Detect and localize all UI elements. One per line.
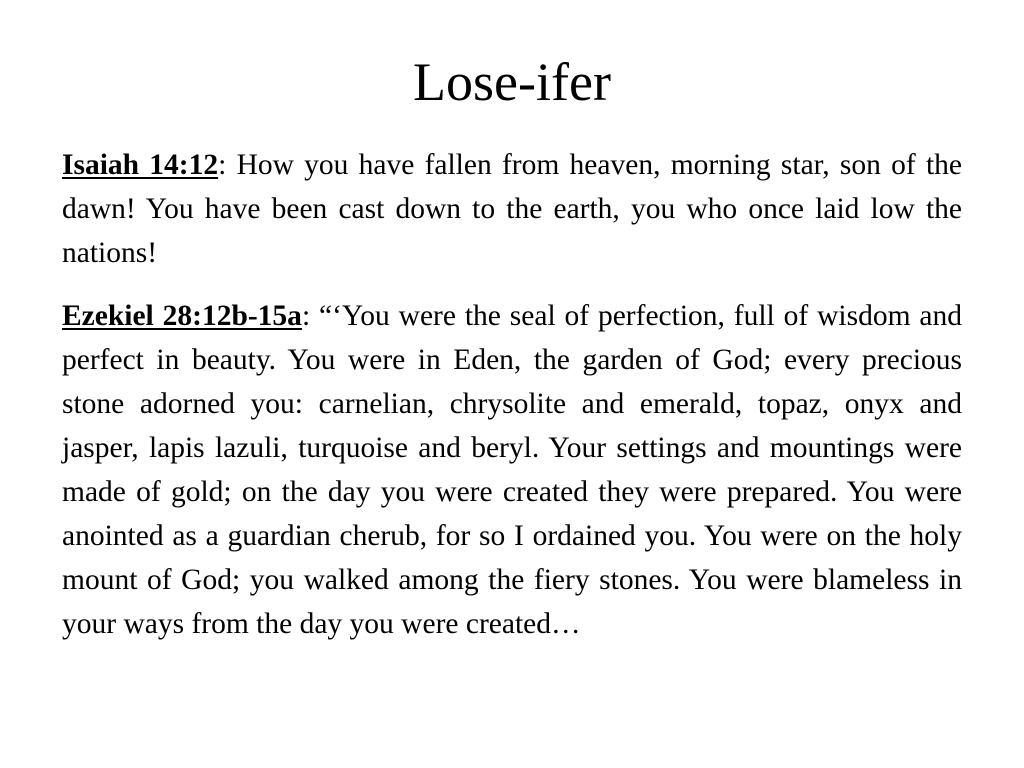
verse-isaiah	[62, 143, 962, 275]
verse-reference: Ezekiel 28:12b-15a	[62, 300, 302, 332]
verse-reference: Isaiah 14:12	[62, 149, 219, 181]
verse-ezekiel	[62, 294, 962, 646]
verse-text: “‘You were the seal of perfection, full of wisdom and perfect in beauty. You were in Eden, the garden of God; every precious stone adorned you: carnelian, chrysolite and emerald, topaz, onyx and jasper, lapis lazuli, turquoise and beryl. Your settings and mountings were made of gold; on the day you were created they were prepared. You were anointed as a guardian cherub, for so I ordained you. You were on the holy mount of God; you walked among the fiery stones. You were blameless in your ways from the day you were created…	[62, 300, 962, 640]
verse-separator: :	[218, 149, 237, 181]
verse-separator: :	[301, 300, 320, 332]
slide-body	[62, 143, 962, 665]
slide-title: Lose-ifer	[413, 52, 611, 112]
verse-text: How you have fallen from heaven, morning star, son of the dawn! You have been cast down to the earth, you who once laid low the nations!	[62, 149, 962, 269]
